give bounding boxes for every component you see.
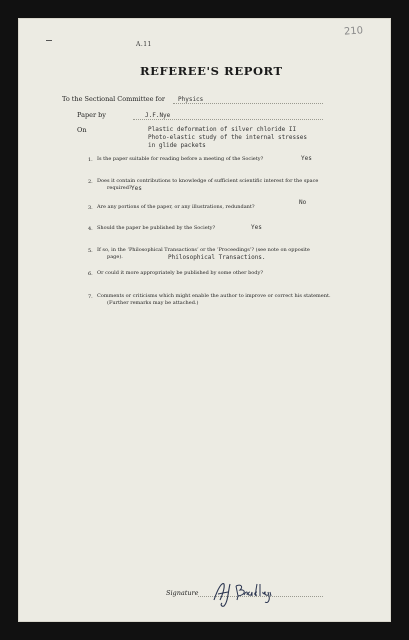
question-number: 5. xyxy=(88,248,93,254)
question-text: Should the paper be published by the Society? xyxy=(97,225,216,231)
question-text: If so, in the ‘Philosophical Transactions’ or the ‘Proceedings’? (see note on opposite xyxy=(97,247,310,253)
report-sheet xyxy=(18,18,391,622)
question-text: (Further remarks may be attached.) xyxy=(107,300,199,306)
paper-title-line: Plastic deformation of silver chloride II xyxy=(148,126,297,133)
question-number: 4. xyxy=(88,226,93,232)
committee-value: Physics xyxy=(178,96,204,103)
question-text: Is the paper suitable for reading before a meeting of the Society? xyxy=(97,156,264,162)
paper-by-rule xyxy=(133,119,323,120)
committee-rule xyxy=(173,103,323,104)
committee-label: To the Sectional Committee for xyxy=(62,95,165,103)
margin-mark xyxy=(46,40,52,41)
paper-by-label: Paper by xyxy=(77,111,106,119)
question-text: required? xyxy=(107,185,132,191)
question-text: Are any portions of the paper, or any illustrations, redundant? xyxy=(97,204,255,210)
question-number: 7. xyxy=(88,294,93,300)
question-text: Does it contain contributions to knowledge of sufficient scientific interest for the space xyxy=(97,178,319,184)
page-number: 210 xyxy=(343,25,364,38)
question-number: 1. xyxy=(88,157,93,163)
page-title: REFEREE'S REPORT xyxy=(140,64,283,78)
answer-1: Yes xyxy=(301,155,312,162)
answer-2: Yes xyxy=(131,185,142,192)
question-number: 3. xyxy=(88,205,93,211)
answer-4: Yes xyxy=(251,224,262,231)
on-label: On xyxy=(77,126,87,134)
question-number: 2. xyxy=(88,179,93,185)
paper-by-value: J.F.Nye xyxy=(145,112,171,119)
question-text: Comments or criticisms which might enable the author to improve or correct his statement. xyxy=(97,293,331,299)
question-number: 6. xyxy=(88,271,93,277)
handwritten-signature xyxy=(210,576,280,608)
question-text: Or could it more appropriately be published by some other body? xyxy=(97,270,264,276)
paper-title-line: in glide packets xyxy=(148,142,206,149)
form-serial: A.11 xyxy=(136,41,152,48)
signature-label: Signature xyxy=(166,589,199,597)
answer-5: Philosophical Transactions. xyxy=(168,254,266,261)
question-text: page). xyxy=(107,254,123,260)
answer-3: No xyxy=(299,199,307,206)
paper-title-line: Photo-elastic study of the internal stresses xyxy=(148,134,307,141)
